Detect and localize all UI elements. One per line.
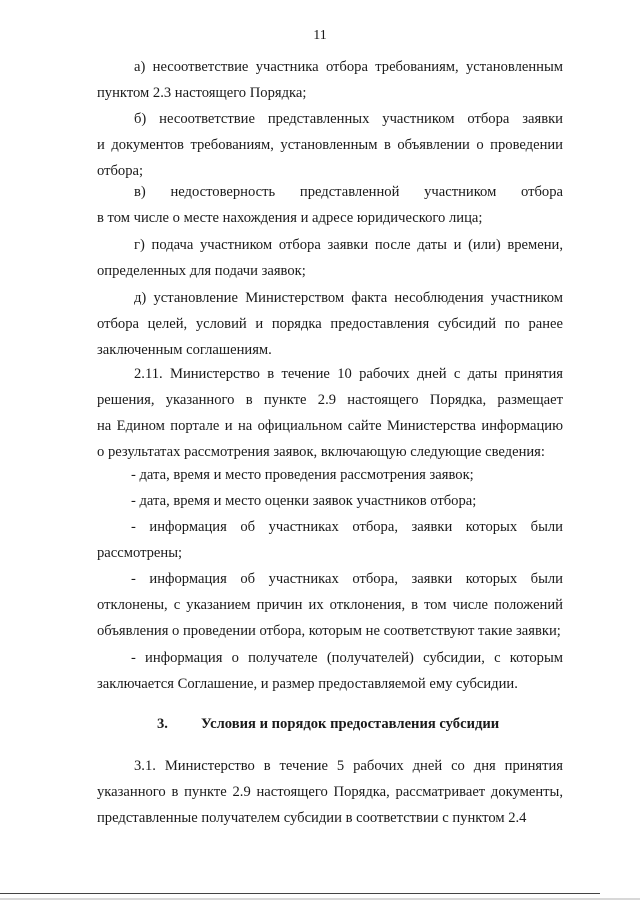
section-number: 3. (157, 716, 168, 732)
text-line: пунктом 2.3 настоящего Порядка; (97, 85, 307, 101)
text-line: - дата, время и место оценки заявок участников отбора; (131, 493, 477, 509)
text-line: отбора целей, условий и порядка предоставления субсидий по ранее (97, 316, 563, 332)
text-line: д) установление Министерством факта несоблюдения участником (134, 290, 563, 306)
text-line: 3.1. Министерство в течение 5 рабочих дней со дня принятия (134, 758, 563, 774)
text-line: - информация о получателе (получателей) субсидии, с которым (131, 650, 563, 666)
text-line: и документов требованиям, установленным в объявлении о проведении (97, 137, 563, 153)
text-line: рассмотрены; (97, 545, 183, 561)
text-line: - дата, время и место проведения рассмотрения заявок; (131, 467, 474, 483)
footer-scan-edge (0, 898, 640, 900)
text-line: о результатах рассмотрения заявок, включающую следующие сведения: (97, 444, 545, 460)
footer-rule (0, 893, 600, 894)
text-line: определенных для подачи заявок; (97, 263, 306, 279)
paragraph (97, 514, 563, 566)
text-line: указанного в пункте 2.9 настоящего Порядка, рассматривает документы, (97, 784, 563, 800)
text-line: на Едином портале и на официальном сайте Министерства информацию (97, 418, 563, 434)
text-line: г) подача участником отбора заявки после даты и (или) времени, (134, 237, 563, 253)
paragraph (97, 645, 563, 697)
text-line: отклонены, с указанием причин их отклонения, в том числе положений (97, 597, 563, 613)
text-line: решения, указанного в пункте 2.9 настоящего Порядка, размещает (97, 392, 563, 408)
text-line: а) несоответствие участника отбора требованиям, установленным (134, 59, 563, 75)
paragraph (97, 566, 563, 644)
page-number: 11 (313, 28, 327, 43)
paragraph (97, 462, 563, 488)
paragraph (97, 106, 563, 184)
text-line: - информация об участниках отбора, заявки которых были (131, 519, 563, 535)
paragraph (97, 179, 563, 231)
paragraph (97, 488, 563, 514)
section-title: Условия и порядок предоставления субсидии (201, 716, 500, 732)
paragraph (97, 285, 563, 363)
text-line: заключается Соглашение, и размер предоставляемой ему субсидии. (97, 676, 518, 692)
text-line: 2.11. Министерство в течение 10 рабочих дней с даты принятия (134, 366, 563, 382)
text-line: заключенным соглашениям. (97, 342, 272, 358)
text-line: в том числе о месте нахождения и адресе юридического лица; (97, 210, 483, 226)
section-paragraph (97, 753, 563, 831)
text-line: объявления о проведении отбора, которым не соответствуют такие заявки; (97, 623, 561, 639)
text-line: представленные получателем субсидии в соответствии с пунктом 2.4 (97, 810, 527, 826)
text-line: б) несоответствие представленных участником отбора заявки (134, 111, 563, 127)
text-line: отбора; (97, 163, 144, 179)
paragraph (97, 54, 563, 106)
paragraph (97, 361, 563, 465)
text-line: - информация об участниках отбора, заявки которых были (131, 571, 563, 587)
paragraph (97, 232, 563, 284)
text-line: в) недостоверность представленной участником отбора (134, 184, 563, 200)
